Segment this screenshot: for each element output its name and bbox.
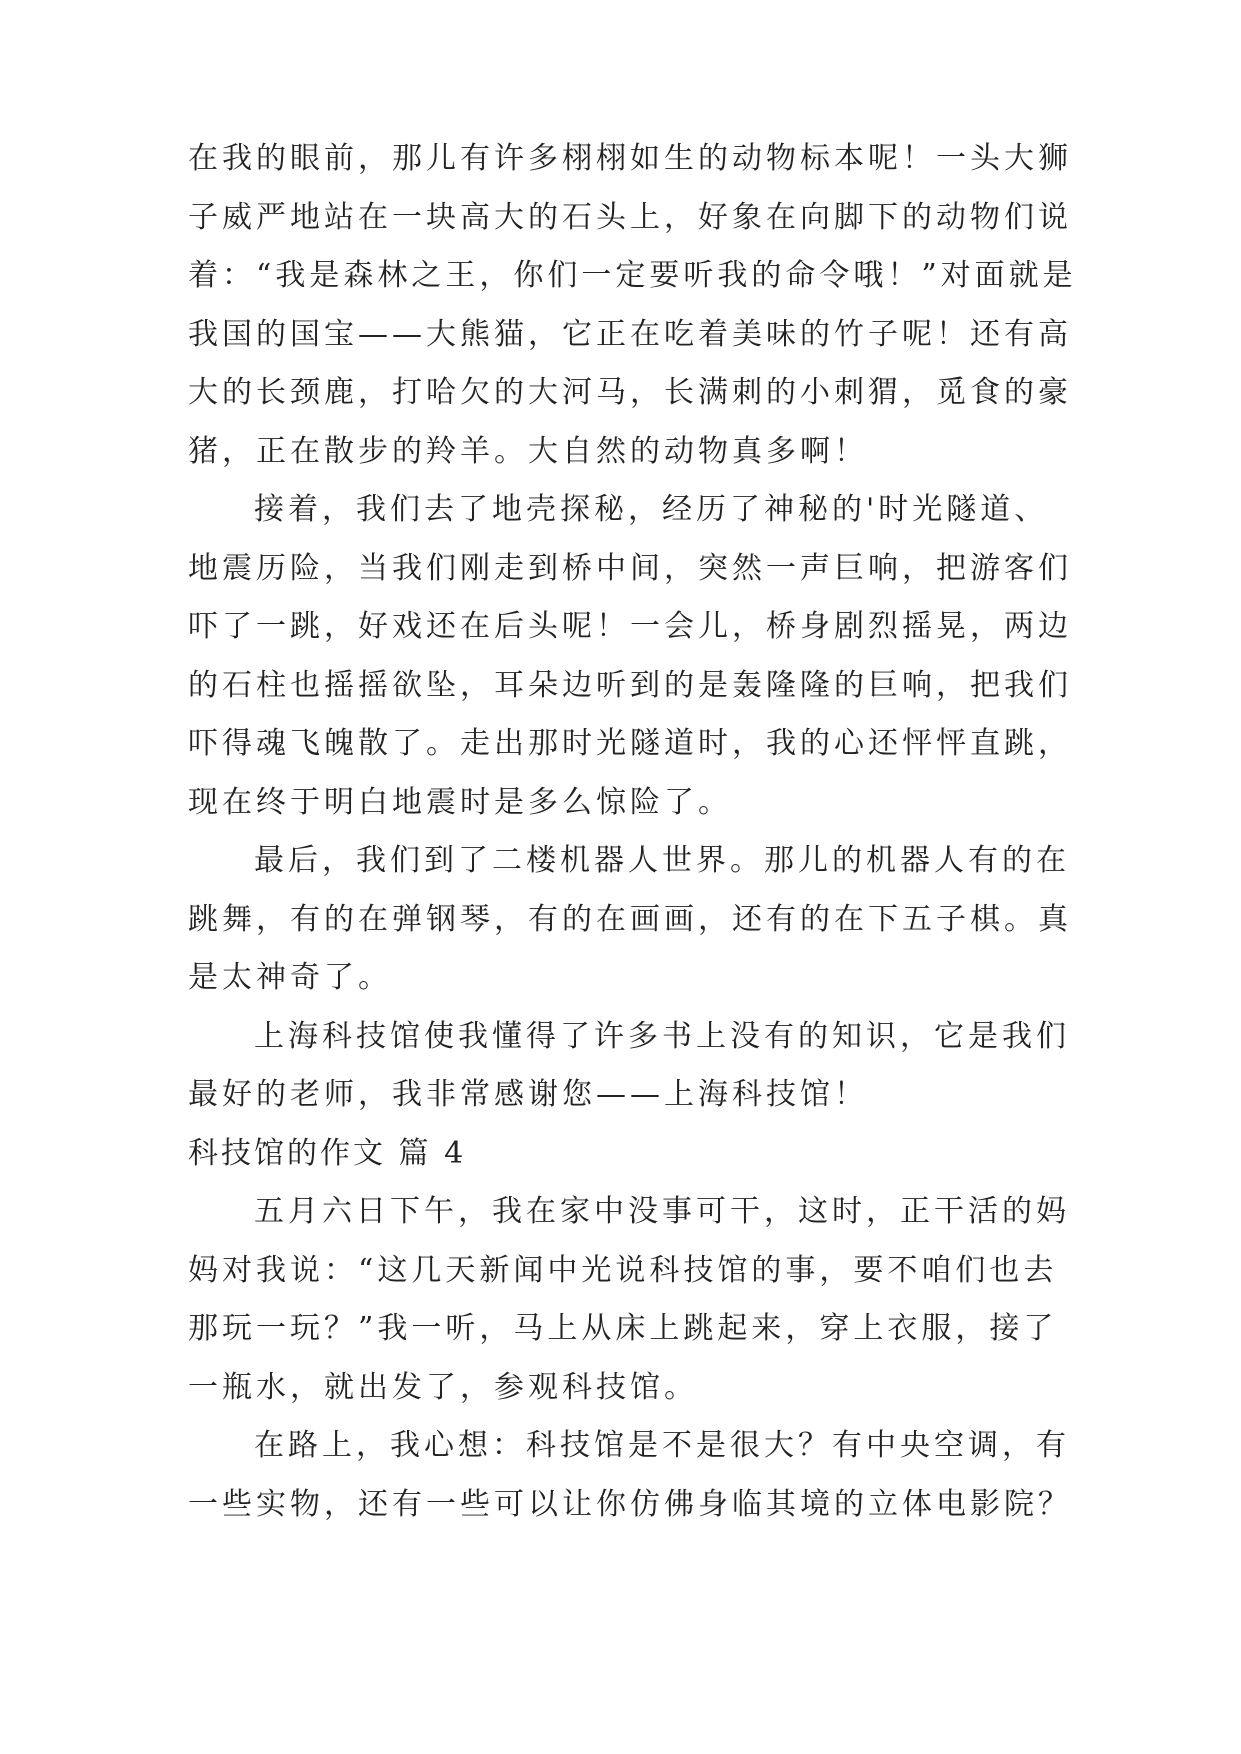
text-line: 一瓶水，就出发了，参观科技馆。 <box>188 1369 698 1405</box>
text-line: 一些实物，还有一些可以让你仿佛身临其境的立体电影院？ <box>188 1486 1072 1522</box>
text-line: 是太神奇了。 <box>188 960 392 995</box>
text-line: 那玩一玩？”我一听，马上从床上跳起来，穿上衣服，接了 <box>188 1311 1058 1346</box>
text-line: 吓得魂飞魄散了。走出那时光隧道时，我的心还怦怦直跳， <box>188 726 1072 761</box>
text-line: 吓了一跳，好戏还在后头呢！一会儿，桥身剧烈摇晃，两边 <box>188 609 1072 644</box>
paragraph-first-line: 在路上，我心想：科技馆是不是很大？有中央空调，有 <box>254 1428 1070 1463</box>
text-line: 在我的眼前，那儿有许多栩栩如生的动物标本呢！一头大狮 <box>188 141 1072 176</box>
section-heading: 科技馆的作文 篇 4 <box>188 1135 467 1171</box>
paragraph-first-line: 五月六日下午，我在家中没事可干，这时，正干活的妈 <box>254 1194 1070 1229</box>
text-line: 现在终于明白地震时是多么惊险了。 <box>188 784 732 820</box>
text-line: 子威严地站在一块高大的石头上，好象在向脚下的动物们说 <box>188 199 1072 235</box>
essay-text <box>188 130 1077 1534</box>
text-line: 妈对我说：“这几天新闻中光说科技馆的事，要不咱们也去 <box>188 1252 1058 1288</box>
text-line: 的石柱也摇摇欲坠，耳朵边听到的是轰隆隆的巨响，把我们 <box>188 667 1072 703</box>
text-line: 着：“我是森林之王，你们一定要听我的命令哦！”对面就是 <box>188 258 1077 293</box>
paragraph-first-line: 接着，我们去了地壳探秘，经历了神秘的'时光隧道、 <box>254 492 1049 527</box>
text-line: 跳舞，有的在弹钢琴，有的在画画，还有的在下五子棋。真 <box>188 901 1072 937</box>
text-line: 地震历险，当我们刚走到桥中间，突然一声巨响，把游客们 <box>188 550 1072 586</box>
text-line: 我国的国宝——大熊猫，它正在吃着美味的竹子呢！还有高 <box>188 316 1072 352</box>
paragraph-first-line: 最后，我们到了二楼机器人世界。那儿的机器人有的在 <box>254 843 1070 878</box>
paragraph-first-line: 上海科技馆使我懂得了许多书上没有的知识，它是我们 <box>254 1018 1070 1054</box>
text-line: 大的长颈鹿，打哈欠的大河马，长满刺的小刺猬，觅食的豪 <box>188 375 1072 410</box>
text-line: 最好的老师，我非常感谢您——上海科技馆！ <box>188 1077 868 1112</box>
text-line: 猪，正在散步的羚羊。大自然的动物真多啊！ <box>188 433 868 469</box>
